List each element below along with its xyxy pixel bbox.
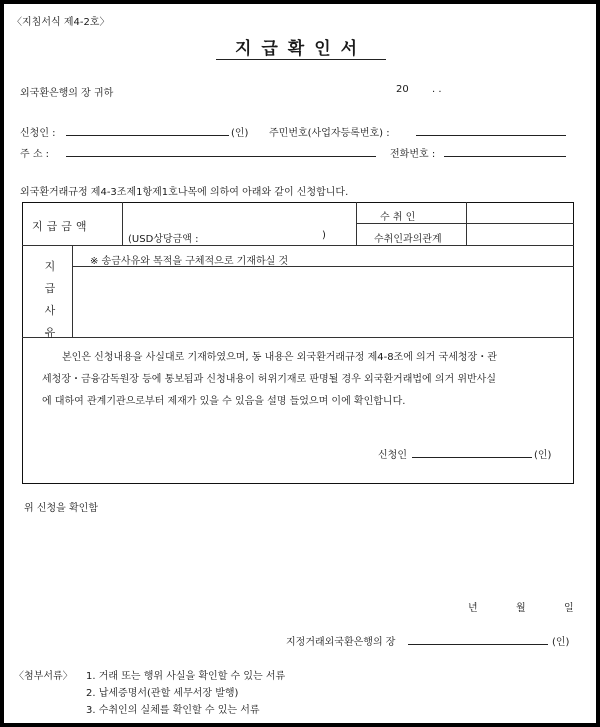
table-col-divider	[466, 202, 467, 245]
id-number-field[interactable]	[416, 135, 566, 136]
table-row-divider	[22, 245, 574, 246]
table-col-divider	[356, 202, 357, 245]
reason-label-char: 유	[44, 326, 56, 339]
address-label: 주 소 :	[20, 149, 50, 160]
attachment-item: 1. 거래 또는 행위 사실을 확인할 수 있는 서류	[86, 671, 286, 682]
phone-field[interactable]	[444, 156, 566, 157]
bank-sign-field[interactable]	[408, 644, 548, 645]
declarant-label: 신청인	[378, 450, 407, 461]
address-field[interactable]	[66, 156, 376, 157]
recipient-relation-label: 수취인과의관계	[374, 234, 442, 245]
id-number-label: 주민번호(사업자등록번호) :	[269, 128, 390, 139]
date-day-label: 일	[564, 603, 574, 614]
form-page	[4, 4, 596, 723]
attachment-item: 2. 납세증명서(관할 세무서장 발행)	[86, 688, 239, 699]
confirm-text: 위 신청을 확인함	[24, 503, 98, 514]
phone-label: 전화번호 :	[390, 149, 436, 160]
bank-seal: (인)	[552, 637, 570, 648]
reason-label-char: 사	[44, 304, 56, 317]
date-dots: . .	[432, 84, 442, 95]
table-col-divider	[122, 202, 123, 245]
applicant-field[interactable]	[66, 135, 229, 136]
reason-label-char: 지	[44, 260, 56, 273]
recipient-relation-field[interactable]	[470, 228, 570, 242]
recipient-field[interactable]	[470, 206, 570, 220]
reason-field[interactable]	[76, 270, 570, 334]
date-month-label: 월	[516, 603, 526, 614]
reason-label-char: 급	[44, 282, 56, 295]
attachment-item: 3. 수취인의 실체를 확인할 수 있는 서류	[86, 705, 260, 716]
addressee: 외국환은행의 장 귀하	[20, 88, 114, 99]
document-title: 지급확인서	[234, 39, 368, 59]
applicant-seal: (인)	[231, 128, 249, 139]
intro-text: 외국환거래규정 제4-3조제1항제1호나목에 의하여 아래와 같이 신청합니다.	[20, 187, 349, 198]
attachments-label: 〈첨부서류〉	[14, 671, 73, 682]
usd-amount-close: )	[322, 230, 326, 241]
declaration-line: 세청장・금융감독원장 등에 통보됨과 신청내용이 허위기재로 판명될 경우 외국환거래법에 의거 위반사실	[42, 374, 496, 385]
form-code: 〈지침서식 제4-2호〉	[12, 17, 110, 28]
recipient-label: 수 취 인	[380, 212, 416, 223]
declaration-line: 본인은 신청내용을 사실대로 기재하였으며, 동 내용은 외국환거래규정 제4-8조에 의거 국세청장・관	[62, 352, 497, 363]
usd-amount-label: (USD상당금액 :	[128, 234, 199, 245]
table-row-divider	[356, 223, 574, 224]
applicant-label: 신청인 :	[20, 128, 56, 139]
reason-note: ※ 송금사유와 목적을 구체적으로 기재하실 것	[90, 256, 289, 267]
bank-sign-label: 지정거래외국환은행의 장	[286, 637, 396, 648]
table-row-divider	[22, 337, 574, 338]
date-prefix: 20	[396, 84, 409, 95]
amount-label: 지급금액	[32, 220, 91, 233]
table-col-divider	[72, 245, 73, 337]
declarant-sign-field[interactable]	[412, 457, 532, 458]
declarant-seal: (인)	[534, 450, 552, 461]
declaration-line: 에 대하여 관계기관으로부터 제재가 있을 수 있음을 설명 들었으며 이에 확인합니다.	[42, 396, 406, 407]
date-year-label: 년	[468, 603, 478, 614]
title-underline	[216, 59, 386, 60]
